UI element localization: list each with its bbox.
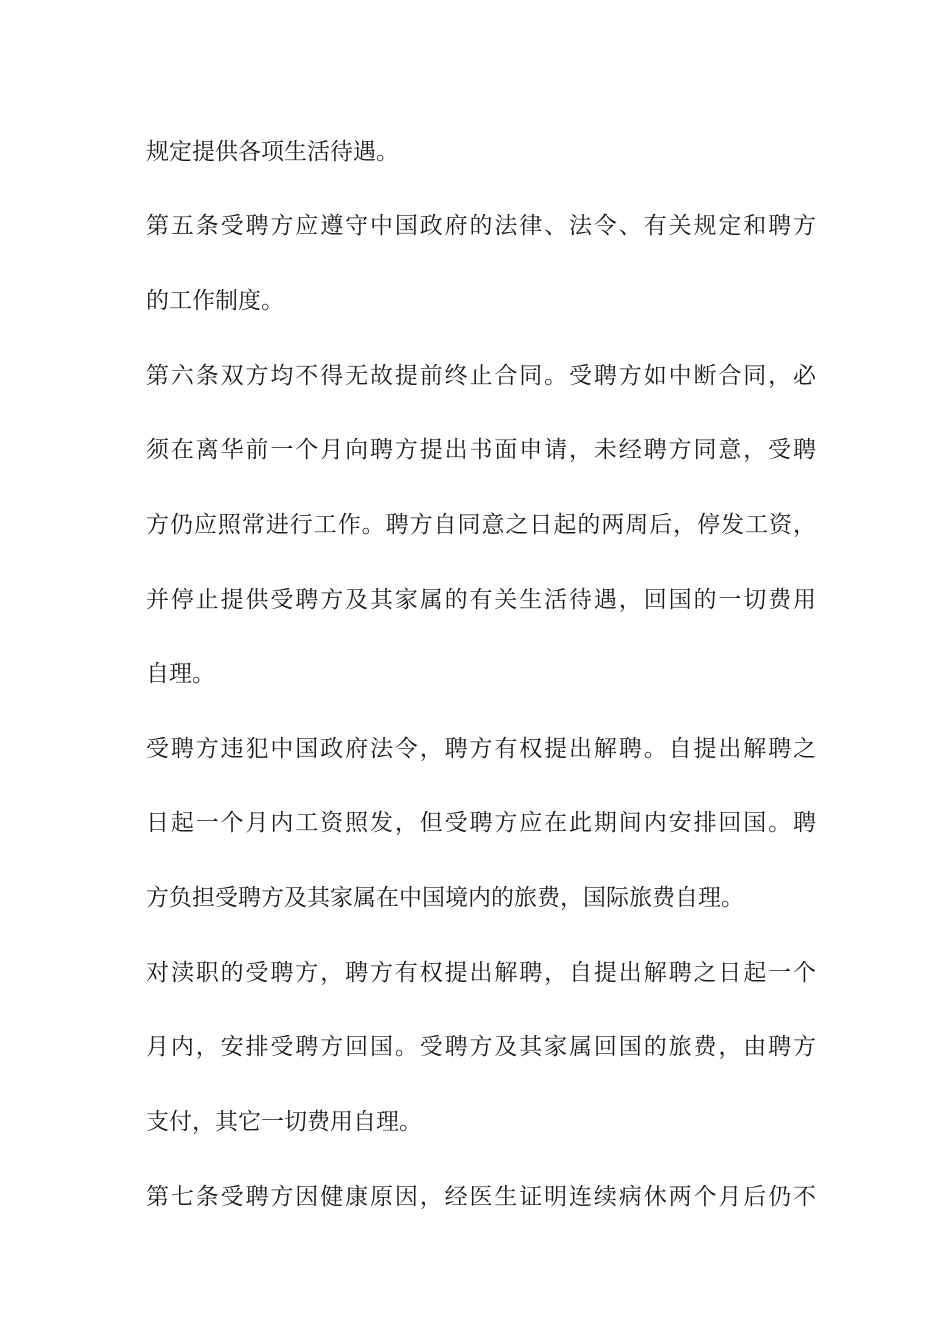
- text-line-12: 对渎职的受聘方，聘方有权提出解聘，自提出解聘之日起一个: [146, 960, 816, 986]
- text-line-5: 须在离华前一个月向聘方提出书面申请，未经聘方同意，受聘: [146, 437, 816, 463]
- text-line-14: 支付，其它一切费用自理。: [146, 1109, 422, 1135]
- text-line-2: 第五条受聘方应遵守中国政府的法律、法令、有关规定和聘方: [146, 213, 816, 239]
- text-line-15: 第七条受聘方因健康原因，经医生证明连续病休两个月后仍不: [146, 1184, 816, 1210]
- text-line-4: 第六条双方均不得无故提前终止合同。受聘方如中断合同，必: [146, 363, 816, 389]
- text-line-6: 方仍应照常进行工作。聘方自同意之日起的两周后，停发工资，: [146, 512, 816, 538]
- text-line-3: 的工作制度。: [146, 288, 284, 314]
- text-line-11: 方负担受聘方及其家属在中国境内的旅费，国际旅费自理。: [146, 885, 744, 911]
- text-line-9: 受聘方违犯中国政府法令，聘方有权提出解聘。自提出解聘之: [146, 736, 816, 762]
- text-line-7: 并停止提供受聘方及其家属的有关生活待遇，回国的一切费用: [146, 587, 816, 613]
- text-line-8: 自理。: [146, 661, 215, 687]
- text-line-13: 月内，安排受聘方回国。受聘方及其家属回国的旅费，由聘方: [146, 1034, 816, 1060]
- text-line-1: 规定提供各项生活待遇。: [146, 139, 399, 165]
- text-line-10: 日起一个月内工资照发，但受聘方应在此期间内安排回国。聘: [146, 810, 816, 836]
